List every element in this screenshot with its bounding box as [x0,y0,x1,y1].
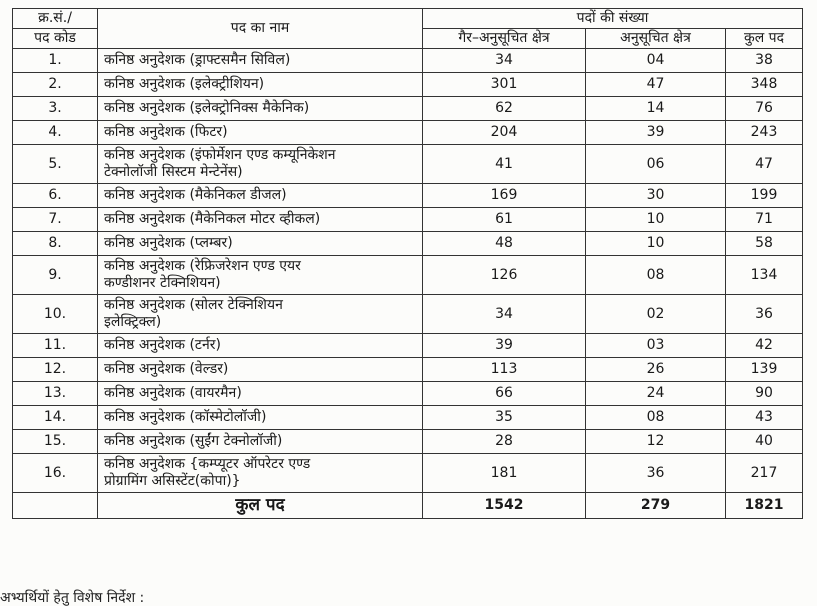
post-name-line: कनिष्ठ अनुदेशक (सोलर टेक्निशियन [104,297,283,313]
post-name [98,121,423,145]
post-name [98,406,423,430]
serial-number: 7. [13,208,98,232]
footnote: अभ्यर्थियों हेतु विशेष निर्देश : [0,590,145,606]
serial-number: 16. [13,454,98,493]
total-count: 217 [726,454,803,493]
serial-number: 10. [13,295,98,334]
table-row [13,97,803,121]
non-scheduled-count: 39 [423,334,586,358]
post-name-line: कनिष्ठ अनुदेशक (टर्नर) [104,337,221,353]
scheduled-count: 10 [586,232,726,256]
table-row [13,208,803,232]
post-name-line: कनिष्ठ अनुदेशक (वेल्डर) [104,361,229,377]
table-row [13,232,803,256]
scheduled-count: 26 [586,358,726,382]
post-name [98,145,423,184]
post-name [98,49,423,73]
serial-number: 15. [13,430,98,454]
total-count: 90 [726,382,803,406]
table-row [13,73,803,97]
total-count: 348 [726,73,803,97]
post-name-line: कनिष्ठ अनुदेशक (कॉस्मेटोलॉजी) [104,409,267,425]
scheduled-count: 06 [586,145,726,184]
post-name-line: कनिष्ठ अनुदेशक (प्लम्बर) [104,235,233,251]
scheduled-count: 08 [586,406,726,430]
non-scheduled-count: 126 [423,256,586,295]
post-name [98,184,423,208]
post-name-header: पद का नाम [98,9,423,49]
non-scheduled-count: 181 [423,454,586,493]
post-name-line: कनिष्ठ अनुदेशक (इलेक्ट्रोनिक्स मैकेनिक) [104,100,310,116]
non-scheduled-count: 66 [423,382,586,406]
scheduled-count: 24 [586,382,726,406]
table-row [13,454,803,493]
table-row [13,295,803,334]
non-scheduled-count: 28 [423,430,586,454]
table-row [13,382,803,406]
serial-number: 6. [13,184,98,208]
post-name-line: कनिष्ठ अनुदेशक (मैकेनिकल डीजल) [104,187,287,203]
post-name [98,430,423,454]
total-count: 43 [726,406,803,430]
serial-number: 5. [13,145,98,184]
totals-total: 1821 [726,493,803,519]
scheduled-header: अनुसूचित क्षेत्र [586,29,726,49]
scheduled-count: 02 [586,295,726,334]
serial-number: 9. [13,256,98,295]
table-row [13,334,803,358]
scheduled-count: 36 [586,454,726,493]
post-name [98,454,423,493]
non-scheduled-count: 204 [423,121,586,145]
non-scheduled-count: 62 [423,97,586,121]
total-count: 76 [726,97,803,121]
post-name-line: कनिष्ठ अनुदेशक (इलेक्ट्रीशियन) [104,76,265,92]
non-scheduled-count: 61 [423,208,586,232]
total-count: 36 [726,295,803,334]
table-body [13,49,803,493]
table-row [13,256,803,295]
total-count: 58 [726,232,803,256]
total-count: 40 [726,430,803,454]
post-name-line: इलेक्ट्रिक्ल) [104,314,162,330]
serial-number: 8. [13,232,98,256]
non-scheduled-count: 48 [423,232,586,256]
posts-table [12,8,803,519]
non-scheduled-count: 34 [423,295,586,334]
total-count: 71 [726,208,803,232]
total-count: 139 [726,358,803,382]
serial-header-line1: क्र.सं./ [13,9,98,29]
serial-number: 12. [13,358,98,382]
serial-number: 2. [13,73,98,97]
table-row [13,358,803,382]
post-name-line: टेक्नोलॉजी सिस्टम मेन्टेनेंस) [104,164,243,180]
post-name [98,208,423,232]
scheduled-count: 47 [586,73,726,97]
post-name-line: कण्डीशनर टेक्निशियन) [104,275,221,291]
non-scheduled-count: 113 [423,358,586,382]
post-name [98,295,423,334]
non-scheduled-header: गैर–अनुसूचित क्षेत्र [423,29,586,49]
table-row [13,49,803,73]
post-name-line: प्रोग्रामिंग असिस्टेंट(कोपा)} [104,473,241,489]
totals-row [13,493,803,519]
serial-number: 1. [13,49,98,73]
table-row [13,406,803,430]
non-scheduled-count: 169 [423,184,586,208]
scheduled-count: 03 [586,334,726,358]
post-name-line: कनिष्ठ अनुदेशक (सुईंग टेक्नोलॉजी) [104,433,283,449]
post-name [98,334,423,358]
totals-label: कुल पद [98,493,423,519]
serial-number: 13. [13,382,98,406]
post-name [98,358,423,382]
post-name [98,382,423,406]
scheduled-count: 08 [586,256,726,295]
table-row [13,430,803,454]
post-name-line: कनिष्ठ अनुदेशक (फिटर) [104,124,228,140]
serial-header-line2: पद कोड [13,29,98,49]
scheduled-count: 04 [586,49,726,73]
total-count: 38 [726,49,803,73]
total-count: 243 [726,121,803,145]
total-count: 42 [726,334,803,358]
total-count: 134 [726,256,803,295]
total-header: कुल पद [726,29,803,49]
post-name-line: कनिष्ठ अनुदेशक (मैकेनिकल मोटर व्हीकल) [104,211,321,227]
post-count-header: पदों की संख्या [423,9,803,29]
non-scheduled-count: 301 [423,73,586,97]
post-name [98,73,423,97]
post-name-line: कनिष्ठ अनुदेशक (इंफोर्मेशन एण्ड कम्यूनिकेशन [104,147,336,163]
total-count: 47 [726,145,803,184]
serial-number: 3. [13,97,98,121]
post-name-line: कनिष्ठ अनुदेशक (वायरमैन) [104,385,242,401]
post-name-line: कनिष्ठ अनुदेशक (रेफ्रिजरेशन एण्ड एयर [104,258,301,274]
total-count: 199 [726,184,803,208]
serial-number: 4. [13,121,98,145]
scheduled-count: 14 [586,97,726,121]
scheduled-count: 39 [586,121,726,145]
scheduled-count: 12 [586,430,726,454]
post-name [98,256,423,295]
table-row [13,184,803,208]
non-scheduled-count: 41 [423,145,586,184]
totals-scheduled: 279 [586,493,726,519]
non-scheduled-count: 34 [423,49,586,73]
post-name-line: कनिष्ठ अनुदेशक {कम्प्यूटर ऑपरेटर एण्ड [104,456,311,472]
post-name [98,232,423,256]
serial-number: 11. [13,334,98,358]
non-scheduled-count: 35 [423,406,586,430]
scheduled-count: 10 [586,208,726,232]
totals-empty-cell [13,493,98,519]
post-name [98,97,423,121]
table-row [13,121,803,145]
serial-number: 14. [13,406,98,430]
totals-non-scheduled: 1542 [423,493,586,519]
scheduled-count: 30 [586,184,726,208]
post-name-line: कनिष्ठ अनुदेशक (ड्राफ्टसमैन सिविल) [104,52,291,68]
table-row [13,145,803,184]
